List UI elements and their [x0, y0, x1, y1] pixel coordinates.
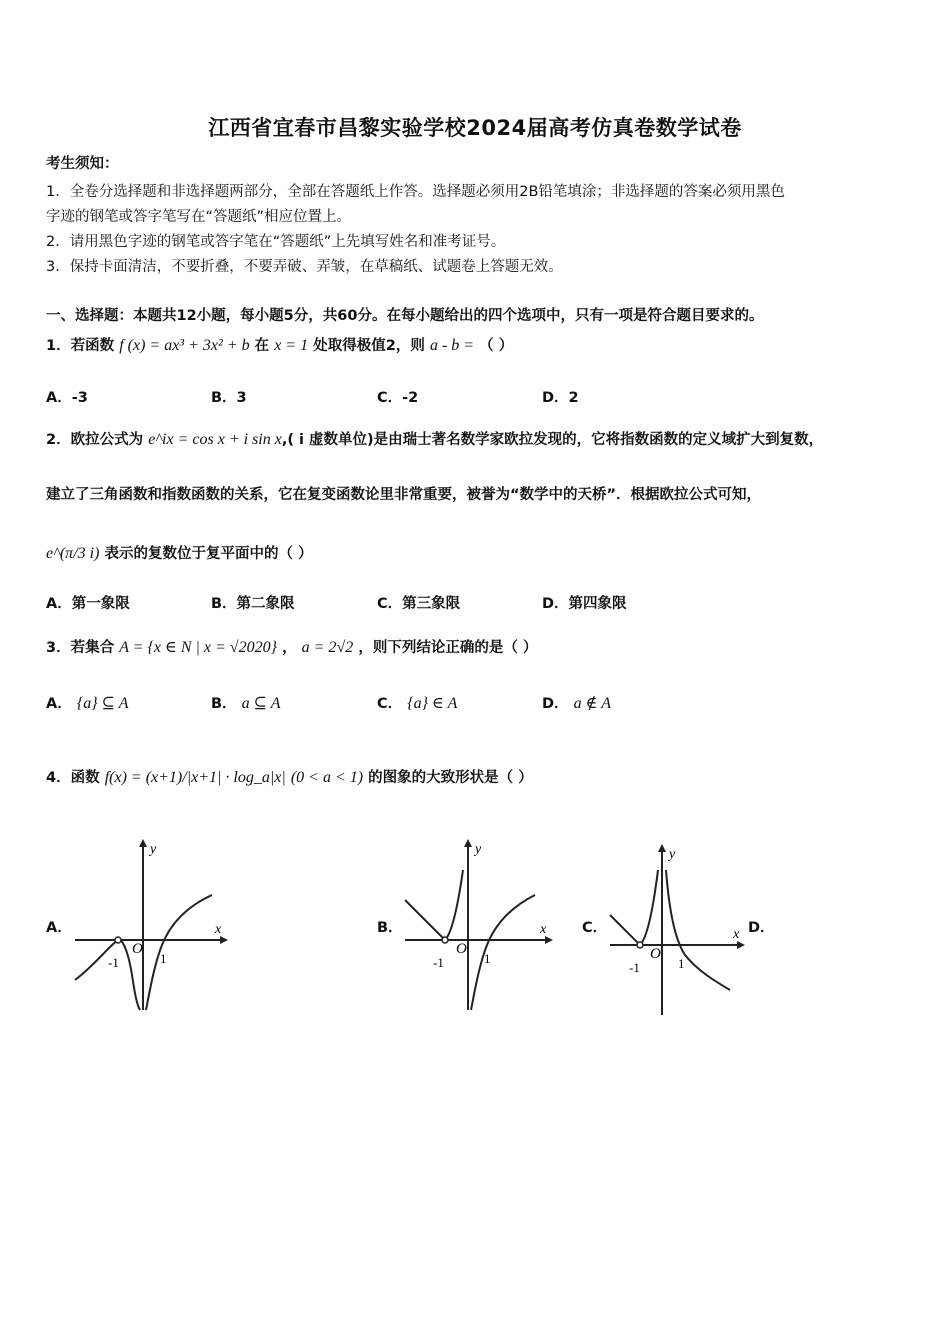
- graph-c-y-label: y: [669, 847, 676, 862]
- graph-c-origin-label: O: [650, 946, 661, 962]
- graph-a-origin-label: O: [132, 941, 143, 957]
- graph-a-tick-neg: -1: [108, 955, 119, 970]
- q1-mid: 在: [254, 338, 270, 354]
- q4-option-d[interactable]: D．: [748, 920, 775, 936]
- q1-function: f (x) = ax³ + 3x² + b: [119, 337, 250, 354]
- q1-option-a[interactable]: A．-3: [46, 390, 88, 406]
- graph-c-x-label: x: [733, 927, 740, 942]
- q3-option-c[interactable]: [377, 692, 457, 713]
- q3-option-a-math: {a} ⊆ A: [76, 695, 129, 712]
- graph-a-x-arrow: [220, 936, 228, 944]
- q3-option-a-letter: A．: [46, 696, 72, 712]
- q3-option-b-math: a ⊆ A: [241, 695, 281, 712]
- graph-c-curve-left: [610, 870, 658, 945]
- q2-line-3: [46, 542, 313, 563]
- notice-line-4: 3．保持卡面清洁，不要折叠，不要弄破、弄皱，在草稿纸、试题卷上答题无效。: [46, 259, 563, 275]
- q1-prefix: 1．若函数: [46, 338, 115, 354]
- q2-suffix: ,( i 虚数单位)是由瑞士著名数学家欧拉发现的，它将指数函数的定义域扩大到复数，: [281, 432, 824, 448]
- q3-mid: ，: [282, 640, 297, 656]
- section-heading: 一、选择题：本题共12小题，每小题5分，共60分。在每小题给出的四个选项中，只有一项是符合题目要求的。: [46, 308, 764, 324]
- question-2: [46, 428, 823, 449]
- q1-expression: a - b =: [429, 337, 475, 354]
- q2-line-3-text: 表示的复数位于复平面中的（ ）: [104, 546, 313, 562]
- q3-option-a[interactable]: [46, 692, 129, 713]
- q4-graph-c: [605, 840, 755, 1020]
- graph-a-curve-left: [75, 940, 140, 1010]
- graph-c-curve-right: [666, 870, 730, 990]
- graph-a-tick-pos: 1: [160, 951, 167, 966]
- graph-c-y-arrow: [658, 844, 666, 852]
- graph-a-x-label: x: [215, 922, 222, 937]
- graph-b-y-arrow: [464, 839, 472, 847]
- q4-graph-b: [400, 835, 560, 1015]
- graph-c-tick-neg: -1: [629, 960, 640, 975]
- q4-graph-a: [70, 835, 230, 1015]
- graph-b-curve-right: [471, 895, 535, 1010]
- q1-point: x = 1: [274, 337, 309, 354]
- graph-c-hollow-point: [637, 942, 643, 948]
- graph-a-y-arrow: [139, 839, 147, 847]
- question-1: [46, 334, 513, 355]
- q2-line-2: 建立了三角函数和指数函数的关系，它在复变函数论里非常重要，被誉为“数学中的天桥”．根据欧拉公式可知，: [46, 487, 762, 503]
- notice-line-3: 2．请用黑色字迹的钢笔或答字笔在“答题纸”上先填写姓名和准考证号。: [46, 234, 506, 250]
- q3-set: A = {x ∈ N | x = √2020}: [119, 639, 277, 656]
- q3-option-d[interactable]: [542, 692, 611, 713]
- graph-b-tick-pos: 1: [484, 951, 491, 966]
- q4-option-b[interactable]: B．: [377, 920, 403, 936]
- q3-suffix: ，则下列结论正确的是（ ）: [358, 640, 538, 656]
- q4-suffix: 的图象的大致形状是（ ）: [368, 770, 533, 786]
- q3-option-d-letter: D．: [542, 696, 569, 712]
- graph-b-x-arrow: [545, 936, 553, 944]
- q2-option-c[interactable]: C．第三象限: [377, 596, 461, 612]
- q4-function: f(x) = (x+1)/|x+1| · log_a|x|: [104, 769, 286, 786]
- graph-b-hollow-point: [442, 937, 448, 943]
- q3-option-b[interactable]: [211, 692, 281, 713]
- q4-condition: (0 < a < 1): [290, 769, 364, 786]
- graph-a-curve-right: [146, 895, 212, 1010]
- q4-prefix: 4．函数: [46, 770, 100, 786]
- q2-option-b[interactable]: B．第二象限: [211, 596, 295, 612]
- question-4: [46, 766, 533, 787]
- page-title: 江西省宜春市昌黎实验学校2024届高考仿真卷数学试卷: [208, 116, 742, 140]
- question-3: [46, 636, 537, 657]
- graph-c-x-arrow: [737, 941, 745, 949]
- q4-option-a[interactable]: A．: [46, 920, 72, 936]
- q1-option-d[interactable]: D．2: [542, 390, 579, 406]
- graph-b-curve-left: [405, 870, 463, 940]
- q2-prefix: 2．欧拉公式为: [46, 432, 144, 448]
- graph-b-tick-neg: -1: [433, 955, 444, 970]
- graph-c-tick-pos: 1: [678, 956, 685, 971]
- q3-option-b-letter: B．: [211, 696, 237, 712]
- notice-line-1: 1．全卷分选择题和非选择题两部分，全部在答题纸上作答。选择题必须用2B铅笔填涂；非选择题的答案必须用黑色: [46, 184, 785, 200]
- q2-expression: e^(π/3 i): [46, 545, 100, 562]
- q3-a-value: a = 2√2: [301, 639, 354, 656]
- q1-suffix: 处取得极值2，则: [313, 338, 425, 354]
- q3-option-c-letter: C．: [377, 696, 403, 712]
- q1-option-b[interactable]: B．3: [211, 390, 247, 406]
- graph-b-y-label: y: [475, 842, 482, 857]
- q2-formula: e^ix = cos x + i sin x: [148, 431, 282, 448]
- notice-line-2: 字迹的钢笔或答字笔写在“答题纸”相应位置上。: [46, 209, 352, 225]
- q1-option-c[interactable]: C．-2: [377, 390, 419, 406]
- q4-option-c[interactable]: C．: [582, 920, 608, 936]
- q3-prefix: 3．若集合: [46, 640, 115, 656]
- graph-a-hollow-point: [115, 937, 121, 943]
- q1-paren: （ ）: [479, 338, 514, 354]
- graph-b-origin-label: O: [456, 941, 467, 957]
- q2-option-d[interactable]: D．第四象限: [542, 596, 627, 612]
- q3-option-c-math: {a} ∈ A: [407, 695, 458, 712]
- q3-option-d-math: a ∉ A: [573, 695, 611, 712]
- notice-heading: 考生须知：: [46, 156, 119, 172]
- q2-option-a[interactable]: A．第一象限: [46, 596, 130, 612]
- graph-b-x-label: x: [540, 922, 547, 937]
- graph-a-y-label: y: [150, 842, 157, 857]
